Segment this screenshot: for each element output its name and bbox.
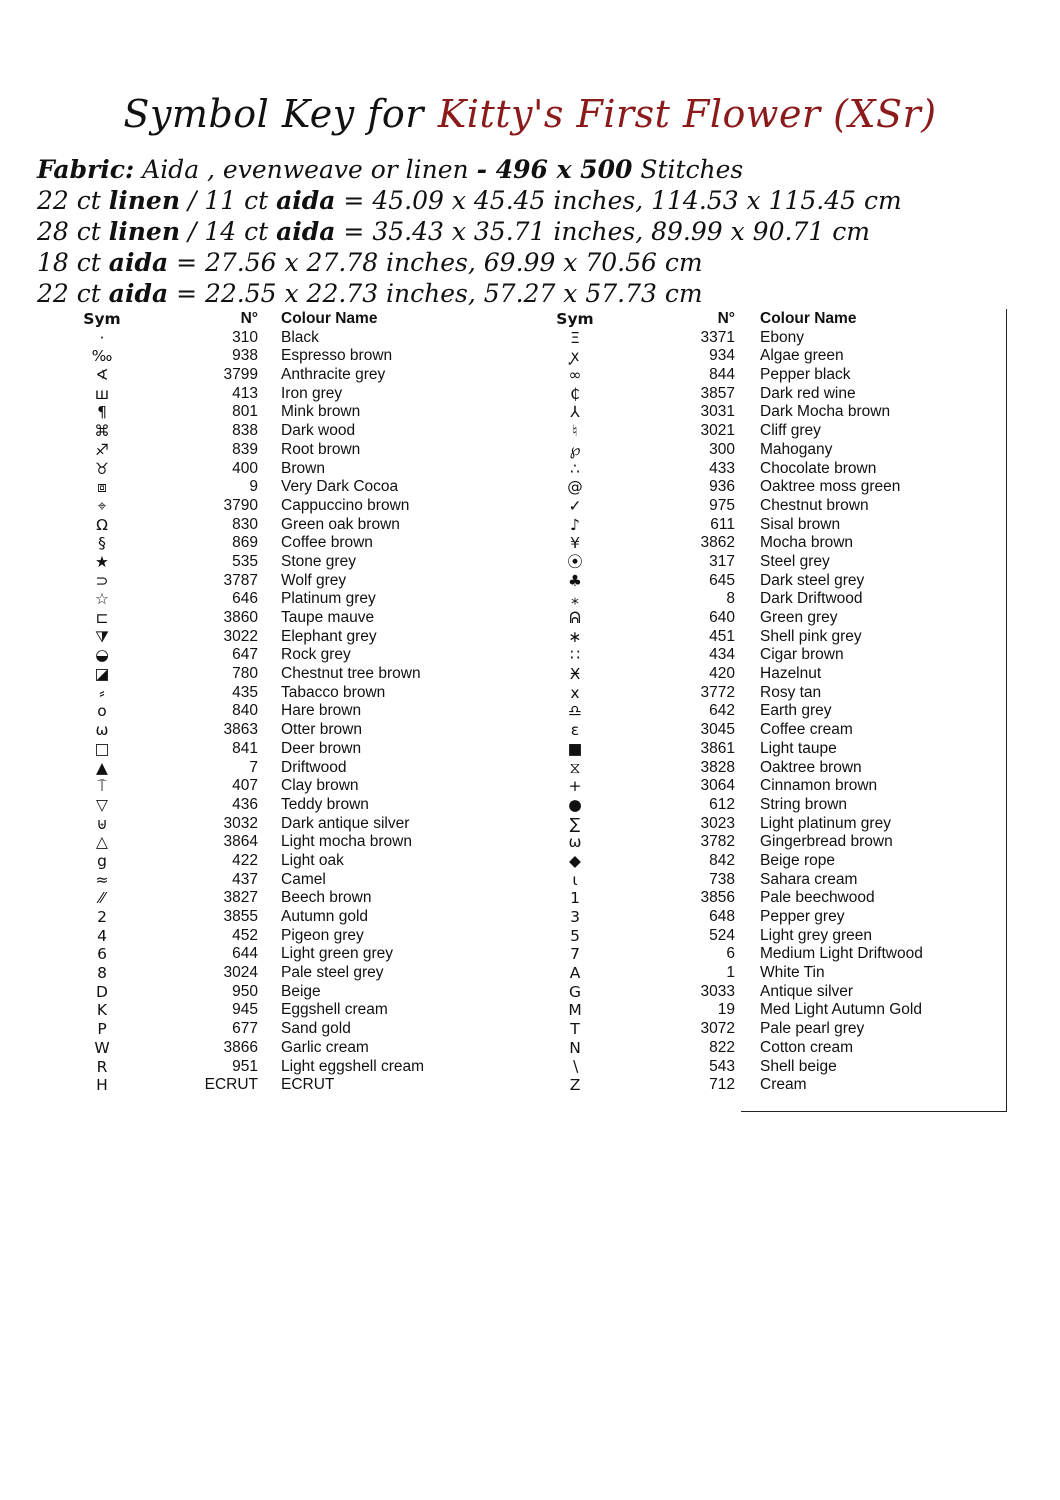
symbol-cell: ɛ [570, 721, 580, 740]
symbol-cell: ∴ [570, 459, 580, 478]
number-cell: 433 [709, 459, 735, 477]
symbol-cell: Ω [96, 515, 108, 534]
symbol-cell: 8 [97, 964, 107, 983]
symbol-cell: ∑ [569, 814, 581, 833]
colour-name-cell: Dark Driftwood [760, 590, 863, 608]
number-cell: 3827 [223, 889, 258, 907]
number-cell: 3864 [223, 833, 258, 851]
number-cell: 951 [232, 1057, 258, 1075]
symbol-cell: A [569, 964, 581, 983]
colour-name-cell: Pepper black [760, 366, 851, 384]
number-cell: 936 [709, 478, 735, 496]
symbol-cell: D [96, 982, 108, 1001]
symbol-cell: ◒ [95, 646, 109, 665]
symbol-cell: ♣ [568, 571, 582, 590]
bottom-border-line [741, 1111, 1007, 1112]
number-cell: 422 [232, 851, 258, 869]
number-cell: 317 [709, 552, 735, 570]
size-line-18ct-aida: 18 ct aida = 27.56 x 27.78 inches, 69.99 x 70.56 cm [37, 248, 703, 277]
colour-name-cell: Espresso brown [281, 347, 393, 365]
colour-name-cell: Light platinum grey [760, 814, 891, 832]
symbol-cell: W [94, 1038, 110, 1057]
symbol-cell: Ӿ [569, 665, 581, 684]
symbol-cell: G [568, 982, 581, 1001]
number-cell: 3371 [700, 328, 735, 346]
symbol-cell: ∞ [568, 366, 582, 385]
number-cell: 1 [726, 964, 735, 982]
symbol-cell: ¥ [570, 534, 580, 553]
colour-name-cell: Beige rope [760, 851, 835, 869]
colour-name-cell: Oaktree brown [760, 758, 862, 776]
colour-name-cell: ECRUT [281, 1076, 335, 1094]
number-cell: 645 [709, 571, 735, 589]
number-cell: 3857 [700, 384, 735, 402]
colour-name-cell: Green grey [760, 609, 838, 626]
number-cell: 780 [232, 665, 258, 683]
symbol-cell: ₵ [570, 384, 580, 403]
number-cell: 3790 [223, 496, 258, 514]
number-cell: 407 [232, 777, 258, 795]
symbol-cell: ✓ [568, 496, 582, 515]
number-cell: 420 [709, 665, 735, 683]
symbol-cell: M [568, 1001, 582, 1020]
symbol-cell: 4 [97, 926, 107, 945]
colour-name-cell: Iron grey [281, 384, 343, 402]
number-cell: 3799 [223, 366, 258, 384]
symbol-cell: ⌘ [94, 422, 110, 441]
colour-name-cell: Tabacco brown [281, 683, 386, 701]
number-cell: 3033 [700, 982, 735, 1000]
symbol-cell: ♉ [95, 459, 109, 478]
number-cell: 677 [232, 1020, 258, 1038]
symbol-cell: △ [96, 833, 108, 852]
colour-name-cell: Taupe mauve [281, 609, 375, 626]
colour-name-cell: Sahara cream [760, 870, 858, 888]
symbol-cell: 6 [97, 945, 107, 964]
symbol-cell: x [570, 683, 580, 702]
colour-name-cell: Cigar brown [760, 646, 844, 664]
title-prefix: Symbol Key for [123, 92, 424, 136]
symbol-cell: 1 [570, 889, 580, 908]
symbol-cell: ꭙ [570, 347, 580, 366]
number-cell: ECRUT [204, 1076, 258, 1094]
number-cell: 830 [232, 515, 258, 533]
colour-name-cell: Cliff grey [760, 422, 821, 440]
colour-name-cell: String brown [760, 795, 848, 813]
symbol-cell: ⊃ [95, 571, 109, 590]
number-cell: 945 [232, 1001, 258, 1019]
size-line-28ct-linen: 28 ct linen / 14 ct aida = 35.43 x 35.71 inches, 89.99 x 90.71 cm [37, 217, 870, 246]
colour-name-cell: Cotton cream [760, 1038, 854, 1056]
symbol-cell: ⧖ [569, 758, 581, 777]
symbol-cell: P [97, 1020, 107, 1039]
number-cell: 413 [232, 384, 258, 402]
colour-name-cell: Light grey green [760, 926, 873, 944]
symbol-cell: @ [567, 478, 583, 497]
symbol-cell: ♎ [568, 702, 582, 721]
number-cell: 3855 [223, 908, 258, 925]
colour-name-cell: Stone grey [281, 552, 356, 570]
number-cell: 8 [726, 590, 735, 608]
number-cell: 3072 [700, 1020, 735, 1038]
colour-name-cell: Chocolate brown [760, 459, 877, 477]
colour-name-cell: Dark wood [281, 422, 356, 440]
number-cell: 310 [232, 328, 258, 346]
symbol-cell: T [570, 1020, 580, 1039]
number-cell: 842 [709, 851, 735, 869]
colour-name-cell: Rock grey [281, 646, 351, 664]
symbol-cell: ¶ [97, 403, 107, 422]
number-cell: 938 [232, 347, 258, 365]
number-cell: 839 [232, 440, 258, 458]
number-cell: 934 [709, 347, 735, 365]
colour-name-cell: Teddy brown [281, 795, 369, 813]
colour-name-cell: Oaktree moss green [760, 478, 901, 496]
number-cell: 3064 [700, 777, 735, 795]
symbol-cell: o [97, 702, 107, 721]
colour-name-cell: Pale pearl grey [760, 1020, 865, 1038]
number-cell: 6 [726, 945, 735, 963]
sym-header: Sym [556, 310, 594, 328]
symbol-cell: 7 [570, 945, 580, 964]
number-cell: 648 [709, 908, 735, 925]
symbol-cell: ⁄⁄ [99, 889, 105, 908]
colour-name-cell: Shell beige [760, 1057, 837, 1075]
colour-name-cell: Garlic cream [281, 1038, 369, 1056]
number-cell: 712 [709, 1076, 735, 1094]
number-cell: 3866 [223, 1038, 258, 1056]
number-cell: 3031 [700, 403, 735, 421]
symbol-cell: Z [569, 1076, 581, 1095]
symbol-cell: ∷ [570, 646, 580, 665]
colour-name-cell: Sand gold [281, 1020, 351, 1038]
number-cell: 3861 [700, 739, 735, 757]
number-cell: 3860 [223, 609, 258, 626]
colour-name-cell: Light mocha brown [281, 833, 412, 851]
colour-name-cell: Rosy tan [760, 683, 822, 701]
colour-name-cell: Platinum grey [281, 590, 376, 608]
colour-name-cell: Brown [281, 459, 325, 477]
colour-name-cell: Eggshell cream [281, 1001, 388, 1019]
symbol-cell: ɩ [572, 870, 578, 889]
colour-name-cell: Hare brown [281, 702, 362, 720]
number-cell: 400 [232, 459, 258, 477]
colour-name-cell: Steel grey [760, 552, 830, 570]
size-line-22ct-aida: 22 ct aida = 22.55 x 22.73 inches, 57.27 x 57.73 cm [37, 279, 703, 308]
colour-name-cell: Dark antique silver [281, 814, 410, 832]
colour-name-cell: Autumn gold [281, 908, 369, 925]
symbol-cell: ⊎ [96, 814, 108, 833]
symbol-cell: ◆ [569, 851, 581, 870]
symbol-cell: ω [568, 833, 582, 852]
colour-name-cell: Wolf grey [281, 571, 347, 589]
symbol-cell: ≈ [95, 870, 109, 889]
colour-name-cell: Anthracite grey [281, 366, 386, 384]
title-pattern-name: Kitty's First Flower (XSr) [437, 92, 937, 136]
colour-name-cell: Beech brown [281, 889, 372, 907]
symbol-cell: 3 [570, 908, 580, 926]
colour-name-cell: Ebony [760, 328, 804, 346]
colour-name-cell: Chestnut tree brown [281, 665, 421, 683]
number-cell: 841 [232, 739, 258, 757]
colour-name-cell: Mahogany [760, 440, 833, 458]
size-line-22ct-linen: 22 ct linen / 11 ct aida = 45.09 x 45.45 inches, 114.53 x 115.45 cm [37, 186, 902, 215]
colour-name-cell: Pepper grey [760, 908, 845, 925]
number-cell: 738 [709, 870, 735, 888]
colour-name-cell: Dark red wine [760, 384, 856, 402]
symbol-cell: ω [95, 721, 109, 740]
colour-name-cell: Medium Light Driftwood [760, 945, 923, 963]
number-cell: 3021 [700, 422, 735, 440]
symbol-cell: ∗ [568, 627, 582, 646]
number-cell: 642 [709, 702, 735, 720]
symbol-cell: ♮ [572, 422, 578, 441]
colour-name-cell: Coffee brown [281, 534, 373, 552]
colour-name-cell: Very Dark Cocoa [281, 478, 399, 496]
symbol-cell: ∢ [95, 366, 109, 385]
colour-name-cell: Camel [281, 870, 326, 888]
colour-name-cell: Otter brown [281, 721, 362, 739]
colour-name-cell: Chestnut brown [760, 496, 869, 514]
right-border-line [1006, 309, 1007, 1111]
colour-name-cell: Cream [760, 1076, 807, 1094]
number-cell: 435 [232, 683, 258, 701]
number-cell: 612 [709, 795, 735, 813]
symbol-cell: ⁎ [571, 590, 579, 609]
number-cell: 3772 [700, 683, 735, 701]
symbol-cell: ‰ [91, 347, 113, 366]
colour-name-cell: Elephant grey [281, 627, 377, 645]
symbol-cell: ⅄ [570, 403, 580, 422]
number-cell: 611 [710, 515, 735, 533]
symbol-cell: 5 [570, 926, 580, 945]
colour-name-cell: Light eggshell cream [281, 1057, 425, 1075]
symbol-cell: ▽ [96, 795, 108, 814]
symbol-cell: § [98, 534, 106, 553]
colour-name-cell: Sisal brown [760, 515, 841, 533]
symbol-cell: ⍑ [97, 777, 107, 796]
number-cell: 300 [709, 440, 735, 458]
colour-name-header: Colour Name [760, 310, 857, 327]
colour-name-cell: Driftwood [281, 758, 347, 776]
number-cell: 644 [232, 945, 258, 963]
number-cell: 543 [709, 1057, 735, 1075]
number-cell: 3787 [223, 571, 258, 589]
colour-name-cell: Green oak brown [281, 515, 400, 533]
number-cell: 451 [709, 627, 735, 645]
symbol-cell: ⊏ [95, 609, 109, 627]
colour-name-cell: Light oak [281, 851, 344, 869]
colour-name-cell: Dark Mocha brown [760, 403, 891, 421]
number-cell: 840 [232, 702, 258, 720]
number-cell: 434 [709, 646, 735, 664]
colour-name-cell: Mocha brown [760, 534, 854, 552]
symbol-cell: Ξ [570, 328, 580, 347]
number-cell: 7 [249, 758, 258, 776]
colour-name-cell: Hazelnut [760, 665, 822, 683]
colour-name-cell: White Tin [760, 964, 825, 982]
symbol-cell: N [569, 1038, 581, 1057]
number-header: N° [717, 310, 735, 327]
page-title [0, 92, 1060, 136]
number-cell: 975 [709, 496, 735, 514]
colour-name-cell: Algae green [760, 347, 844, 365]
symbol-cell: ⌖ [97, 496, 107, 515]
number-cell: 844 [709, 366, 735, 384]
number-cell: 3023 [700, 814, 735, 832]
colour-name-cell: Root brown [281, 440, 361, 458]
colour-name-cell: Pigeon grey [281, 926, 364, 944]
number-cell: 3024 [223, 964, 258, 982]
symbol-cell: H [96, 1076, 108, 1095]
number-cell: 3828 [700, 758, 735, 776]
number-cell: 3782 [700, 833, 735, 851]
symbol-cell: ♪ [570, 515, 580, 534]
number-cell: 3862 [700, 534, 735, 552]
colour-name-header: Colour Name [281, 310, 378, 327]
symbol-cell: g [97, 851, 107, 870]
colour-name-cell: Light green grey [281, 945, 394, 963]
symbol-cell: · [99, 328, 105, 347]
symbol-cell: ★ [95, 552, 109, 571]
number-cell: 647 [232, 646, 258, 664]
number-header: N° [240, 310, 258, 327]
number-cell: 822 [709, 1038, 735, 1056]
number-cell: 646 [232, 590, 258, 608]
number-cell: 3045 [700, 721, 735, 739]
number-cell: 437 [232, 870, 258, 888]
colour-name-cell: Med Light Autumn Gold [760, 1001, 922, 1019]
number-cell: 535 [232, 552, 258, 570]
symbol-cell: 2 [97, 908, 107, 926]
number-cell: 838 [232, 422, 258, 440]
symbol-cell: K [96, 1001, 108, 1020]
colour-name-cell: Clay brown [281, 777, 359, 795]
number-cell: 3022 [223, 627, 258, 645]
colour-name-cell: Mink brown [281, 403, 361, 421]
colour-name-cell: Cappuccino brown [281, 496, 410, 514]
symbol-cell: ᕱ [569, 609, 581, 627]
number-cell: 3863 [223, 721, 258, 739]
number-cell: 19 [717, 1001, 735, 1019]
number-cell: 869 [232, 534, 258, 552]
number-cell: 524 [709, 926, 735, 944]
symbol-cell: ⧈ [97, 478, 107, 497]
colour-name-cell: Beige [281, 982, 321, 1000]
symbol-cell: ⧩ [95, 627, 109, 646]
colour-name-cell: Cinnamon brown [760, 777, 878, 795]
number-cell: 3032 [223, 814, 258, 832]
symbol-cell: ⸗ [99, 683, 105, 702]
number-cell: 801 [232, 403, 258, 421]
symbol-cell: ☆ [95, 590, 109, 609]
number-cell: 452 [232, 926, 258, 944]
number-cell: 640 [709, 609, 735, 626]
colour-name-cell: Gingerbread brown [760, 833, 893, 851]
symbol-cell: + [568, 777, 582, 796]
colour-name-cell: Coffee cream [760, 721, 853, 739]
symbol-cell: ● [568, 795, 582, 814]
number-cell: 950 [232, 982, 258, 1000]
number-cell: 436 [232, 795, 258, 813]
sym-header: Sym [83, 310, 121, 328]
symbol-cell: ■ [567, 739, 583, 758]
colour-name-cell: Light taupe [760, 739, 837, 757]
colour-name-cell: Dark steel grey [760, 571, 865, 589]
symbol-cell: ш [94, 384, 110, 403]
colour-name-cell: Pale beechwood [760, 889, 875, 907]
colour-name-cell: Deer brown [281, 739, 362, 757]
colour-name-cell: Pale steel grey [281, 964, 384, 982]
colour-name-cell: Antique silver [760, 982, 854, 1000]
fabric-line: Fabric: Aida , evenweave or linen - 496 x 500 Stitches [37, 155, 744, 184]
colour-name-cell: Black [281, 328, 319, 346]
symbol-cell: ∖ [570, 1057, 580, 1076]
colour-name-cell: Earth grey [760, 702, 832, 720]
number-cell: 3856 [700, 889, 735, 907]
number-cell: 9 [249, 478, 258, 496]
symbol-cell: ♐ [95, 440, 109, 459]
symbol-cell: □ [94, 739, 110, 758]
symbol-cell: ◪ [94, 665, 110, 684]
colour-name-cell: Shell pink grey [760, 627, 862, 645]
symbol-cell: ℘ [569, 440, 581, 459]
symbol-cell: ⦿ [567, 552, 583, 571]
symbol-cell: R [96, 1057, 108, 1076]
symbol-cell: ▲ [96, 758, 108, 777]
